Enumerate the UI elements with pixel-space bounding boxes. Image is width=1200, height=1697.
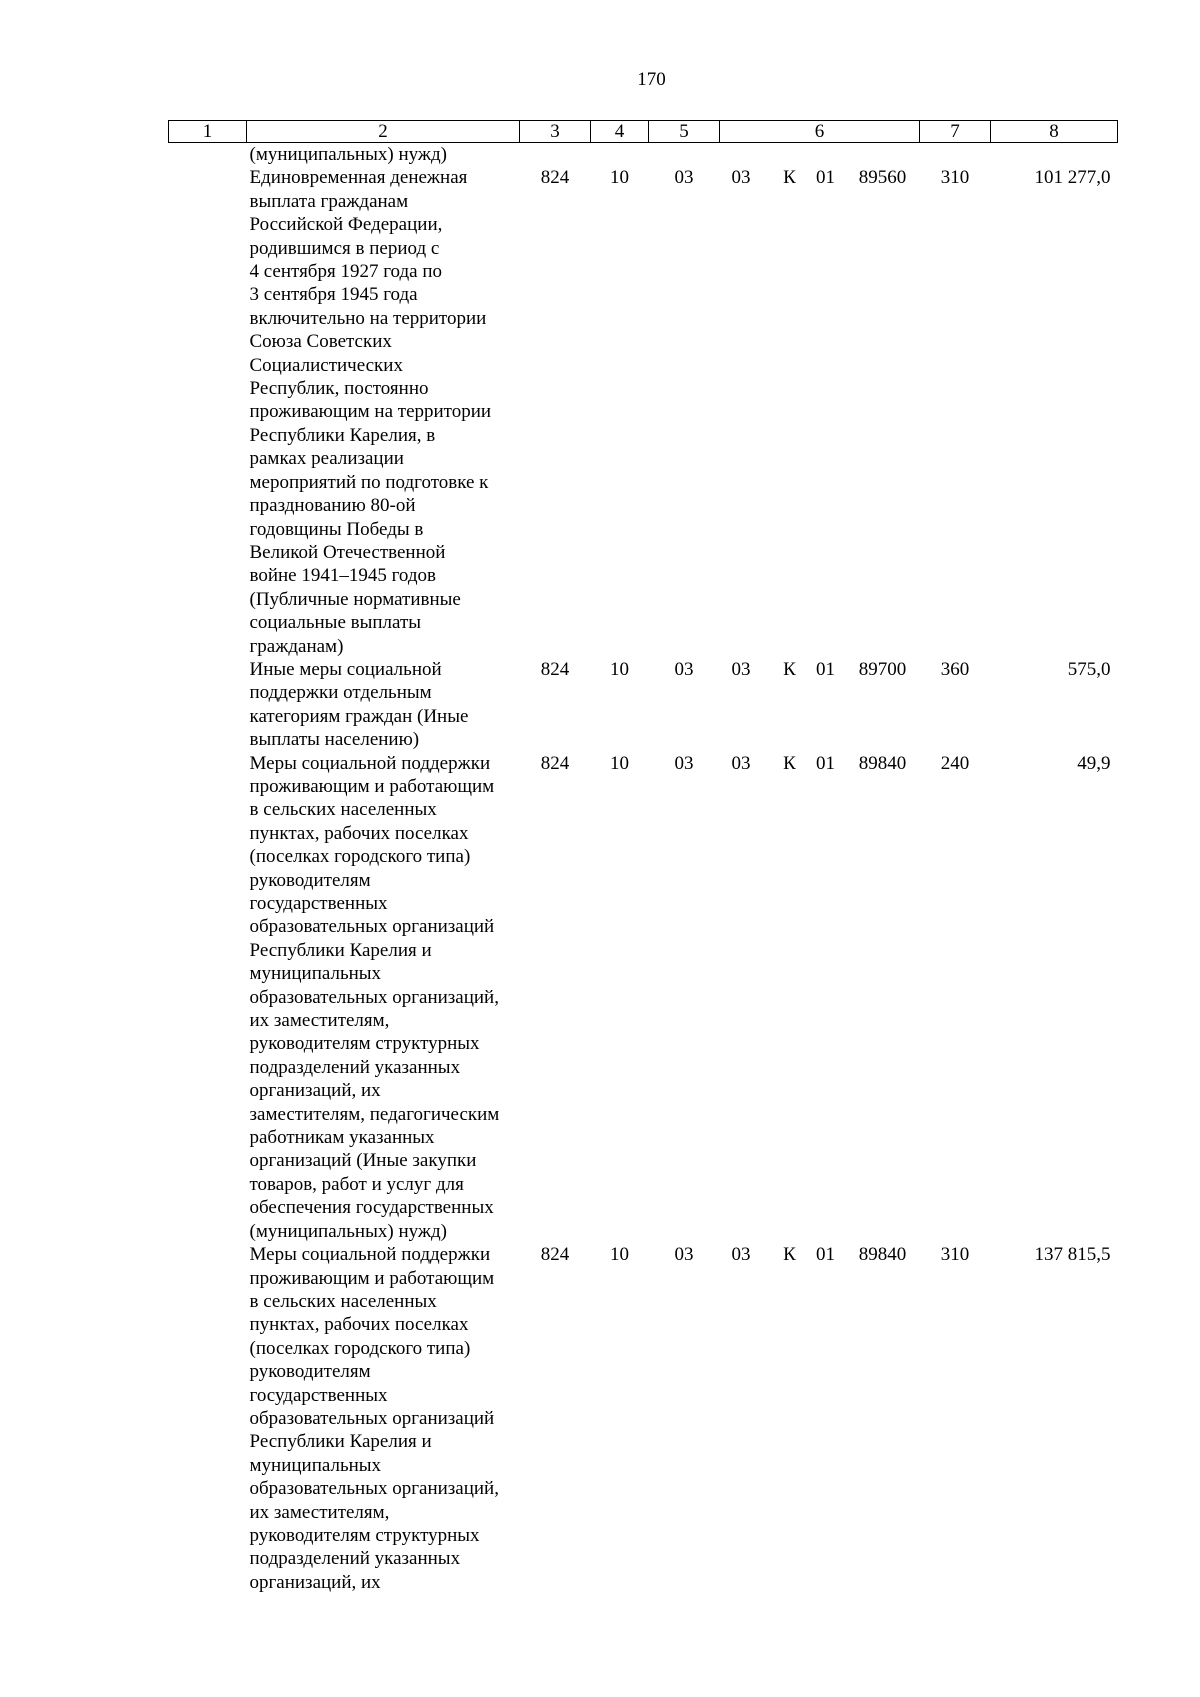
amount: 575,0 — [1067, 658, 1111, 680]
subsection-code: 03 — [674, 167, 694, 189]
row-name: Меры социальной поддержки проживающим и работающим в сельских населенных пунктах, рабочих поселках (поселках городского типа) руководителям государственных образовательных организаций Республики Карелия и муниципальных образовательных организаций, их заместителям, руководителям структурных подразделений указанных организаций, их заместителям, педагогическим работникам указанных организаций (Иные закупки товаров, работ и услуг для обеспечения государственных (муниципальных) нужд) — [249, 752, 500, 1242]
section-code — [591, 143, 649, 167]
table-row — [169, 1243, 1118, 1594]
target-article: 03 К 01 89840 — [731, 752, 907, 774]
budget-table — [168, 120, 1118, 1594]
row-name: Единовременная денежная выплата гражданам Российской Федерации, родившимся в период с 4 сентября 1927 года по 3 сентября 1945 года включительно на территории Союза Советских Социалистических Республик, постоянно проживающим на территории Республики Карелия, в рамках реализации мероприятий по подготовке к празднованию 80-ой годовщины Победы в Великой Отечественной войне 1941–1945 годов (Публичные нормативные социальные выплаты гражданам) — [249, 167, 492, 657]
admin-code: 824 — [540, 658, 570, 680]
header-cell: 6 — [720, 121, 920, 143]
target-article: 03 К 01 89700 — [731, 658, 907, 680]
section-code: 10 — [610, 167, 629, 189]
table-row — [169, 752, 1118, 1244]
header-cell: 8 — [991, 121, 1118, 143]
subsection-code: 03 — [674, 658, 694, 680]
table-row — [169, 143, 1118, 167]
amount: 101 277,0 — [1034, 167, 1111, 189]
section-code: 10 — [610, 1244, 629, 1266]
admin-code: 824 — [540, 1244, 570, 1266]
header-cell: 1 — [169, 121, 247, 143]
header-cell: 4 — [591, 121, 649, 143]
target-article: 03 К 01 89560 — [731, 167, 907, 189]
admin-code: 824 — [540, 752, 570, 774]
section-code: 10 — [610, 658, 629, 680]
header-cell: 3 — [520, 121, 591, 143]
subsection-code: 03 — [674, 752, 694, 774]
amount: 49,9 — [1077, 752, 1111, 774]
subsection-code: 03 — [674, 1244, 694, 1266]
header-cell: 2 — [247, 121, 520, 143]
expense-type-code — [920, 143, 991, 167]
header-row — [169, 121, 1118, 143]
header-cell: 5 — [649, 121, 720, 143]
amount: 137 815,5 — [1034, 1244, 1111, 1266]
admin-code — [520, 143, 591, 167]
expense-type-code: 310 — [940, 1244, 970, 1266]
table-row — [169, 166, 1118, 658]
section-code: 10 — [610, 752, 629, 774]
admin-code: 824 — [540, 167, 570, 189]
target-article: 03 К 01 89840 — [731, 1244, 907, 1266]
row-name: Меры социальной поддержки проживающим и работающим в сельских населенных пунктах, рабочих поселках (поселках городского типа) руководителям государственных образовательных организаций Республики Карелия и муниципальных образовательных организаций, их заместителям, руководителям структурных подразделений указанных организаций, их — [249, 1244, 499, 1593]
target-article — [720, 143, 920, 167]
subsection-code — [649, 143, 720, 167]
table-row — [169, 658, 1118, 752]
expense-type-code: 360 — [940, 658, 970, 680]
row-name: Иные меры социальной поддержки отдельным категориям граждан (Иные выплаты населению) — [249, 658, 469, 751]
expense-type-code: 240 — [940, 752, 970, 774]
row-name: (муниципальных) нужд) — [249, 144, 447, 165]
page-number: 170 — [637, 69, 666, 90]
header-cell: 7 — [920, 121, 991, 143]
expense-type-code: 310 — [940, 167, 970, 189]
amount — [991, 143, 1118, 167]
